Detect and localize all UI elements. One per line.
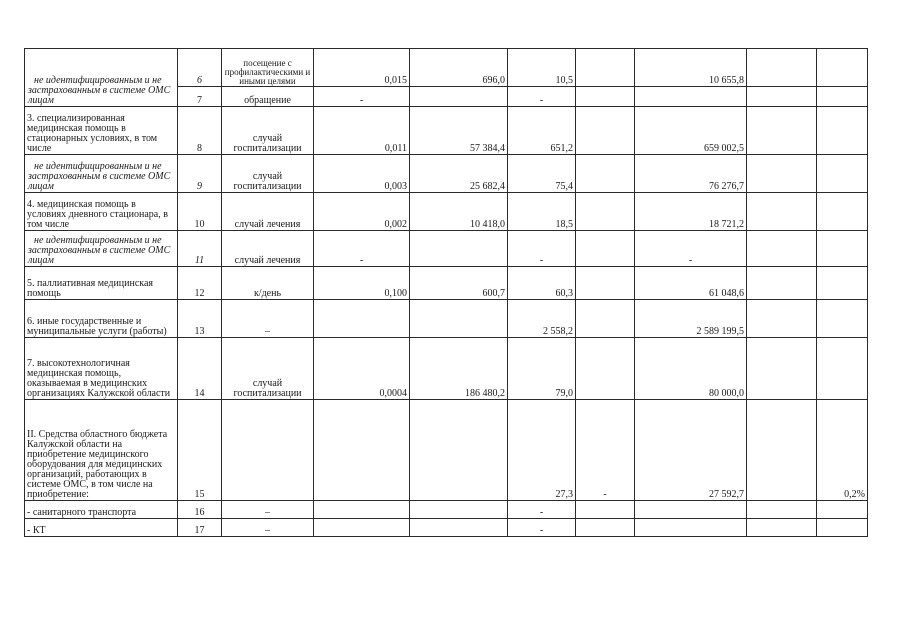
cell-c7 (817, 267, 868, 300)
cell-c5: 10 655,8 (635, 49, 747, 87)
table-row (25, 338, 868, 400)
cell-c6 (747, 519, 817, 537)
row-unit: – (222, 519, 314, 537)
cell-c4 (576, 338, 635, 400)
table-row (25, 155, 868, 193)
cell-c3: 75,4 (508, 155, 576, 193)
cell-c3: - (508, 231, 576, 267)
cell-c7 (817, 49, 868, 87)
cell-c6 (747, 300, 817, 338)
row-name (25, 155, 178, 193)
cell-c2: 57 384,4 (410, 107, 508, 155)
cell-c1: 0,003 (314, 155, 410, 193)
cell-c2 (410, 300, 508, 338)
row-name: 3. специализированная медицинская помощь в стационарных условиях, в том числе (25, 107, 178, 155)
row-unit (222, 400, 314, 501)
cell-c2: 600,7 (410, 267, 508, 300)
row-unit: – (222, 300, 314, 338)
cell-c7 (817, 87, 868, 107)
cell-c4 (576, 300, 635, 338)
row-unit: случай госпитализации (222, 338, 314, 400)
cell-c3: 79,0 (508, 338, 576, 400)
cell-c4 (576, 501, 635, 519)
table-row (25, 501, 868, 519)
row-name: 4. медицинская помощь в условиях дневного стационара, в том числе (25, 193, 178, 231)
row-name: II. Средства областного бюджета Калужской области на приобретение медицинского оборудования для медицинских организаций, работающих в системе ОМС, в том числе на приобретение: (25, 400, 178, 501)
cell-c1 (314, 501, 410, 519)
cell-c6 (747, 231, 817, 267)
row-number: 10 (178, 193, 222, 231)
row-number: 12 (178, 267, 222, 300)
cell-c3: - (508, 519, 576, 537)
cell-c3: 10,5 (508, 49, 576, 87)
cell-c7 (817, 501, 868, 519)
cell-c4 (576, 49, 635, 87)
row-name-text: не идентифицированным и не застрахованным в системе ОМС лицам (28, 235, 171, 266)
cell-c5: 80 000,0 (635, 338, 747, 400)
cell-c7 (817, 107, 868, 155)
cell-c6 (747, 338, 817, 400)
row-unit: случай госпитализации (222, 107, 314, 155)
cell-c3: 27,3 (508, 400, 576, 501)
row-number: 13 (178, 300, 222, 338)
cell-c7 (817, 193, 868, 231)
row-unit: случай лечения (222, 231, 314, 267)
cell-c6 (747, 155, 817, 193)
cell-c6 (747, 267, 817, 300)
cell-c6 (747, 400, 817, 501)
cell-c7: 0,2% (817, 400, 868, 501)
cell-c5: 61 048,6 (635, 267, 747, 300)
cell-c5: 659 002,5 (635, 107, 747, 155)
row-name-text: не идентифицированным и не застрахованным в системе ОМС лицам (28, 161, 171, 192)
cell-c4 (576, 107, 635, 155)
row-number: 17 (178, 519, 222, 537)
table-row (25, 400, 868, 501)
cell-c2: 10 418,0 (410, 193, 508, 231)
cell-c2 (410, 400, 508, 501)
row-number: 15 (178, 400, 222, 501)
cell-c3: - (508, 87, 576, 107)
cell-c4 (576, 267, 635, 300)
cell-c6 (747, 87, 817, 107)
cell-c5: 76 276,7 (635, 155, 747, 193)
cell-c6 (747, 49, 817, 87)
row-number: 6 (178, 49, 222, 87)
cell-c5: 18 721,2 (635, 193, 747, 231)
cell-c1: - (314, 231, 410, 267)
cell-c2 (410, 87, 508, 107)
row-number: 9 (178, 155, 222, 193)
cell-c3: - (508, 501, 576, 519)
cell-c1: 0,011 (314, 107, 410, 155)
row-number: 7 (178, 87, 222, 107)
cell-c6 (747, 501, 817, 519)
cell-c2 (410, 519, 508, 537)
cell-c2 (410, 501, 508, 519)
row-unit: – (222, 501, 314, 519)
cell-c5 (635, 501, 747, 519)
row-name: - санитарного транспорта (25, 501, 178, 519)
cell-c1 (314, 519, 410, 537)
row-name: 6. иные государственные и муниципальные услуги (работы) (25, 300, 178, 338)
table-row (25, 519, 868, 537)
table-row (25, 267, 868, 300)
row-unit: к/день (222, 267, 314, 300)
cell-c4 (576, 519, 635, 537)
cell-c7 (817, 231, 868, 267)
cell-c4 (576, 193, 635, 231)
cell-c2: 696,0 (410, 49, 508, 87)
cell-c6 (747, 107, 817, 155)
row-number: 11 (178, 231, 222, 267)
cell-c1 (314, 300, 410, 338)
row-name-text: не идентифицированным и не застрахованным в системе ОМС лицам (28, 75, 171, 106)
row-unit: случай госпитализации (222, 155, 314, 193)
cell-c1: 0,0004 (314, 338, 410, 400)
cell-c2: 186 480,2 (410, 338, 508, 400)
cell-c5 (635, 87, 747, 107)
cell-c2 (410, 231, 508, 267)
cell-c5: - (635, 231, 747, 267)
table-row (25, 107, 868, 155)
row-number: 16 (178, 501, 222, 519)
cell-c5 (635, 519, 747, 537)
cell-c1: 0,002 (314, 193, 410, 231)
table-row (25, 231, 868, 267)
cell-c1 (314, 400, 410, 501)
cell-c1: - (314, 87, 410, 107)
cell-c6 (747, 193, 817, 231)
row-number: 8 (178, 107, 222, 155)
cell-c7 (817, 155, 868, 193)
cell-c2: 25 682,4 (410, 155, 508, 193)
cell-c5: 27 592,7 (635, 400, 747, 501)
cell-c7 (817, 519, 868, 537)
cell-c3: 2 558,2 (508, 300, 576, 338)
cell-c7 (817, 300, 868, 338)
table-row (25, 49, 868, 87)
cell-c4: - (576, 400, 635, 501)
row-name (25, 231, 178, 267)
row-name: - КТ (25, 519, 178, 537)
cell-c3: 60,3 (508, 267, 576, 300)
row-name: 7. высокотехнологичная медицинская помощь, оказываемая в медицинских организациях Калужской области (25, 338, 178, 400)
table-body (25, 49, 868, 537)
cell-c1: 0,015 (314, 49, 410, 87)
row-name (25, 49, 178, 107)
cell-c4 (576, 87, 635, 107)
table-row (25, 300, 868, 338)
cell-c5: 2 589 199,5 (635, 300, 747, 338)
table-row (25, 193, 868, 231)
cell-c1: 0,100 (314, 267, 410, 300)
cell-c7 (817, 338, 868, 400)
row-name: 5. паллиативная медицинская помощь (25, 267, 178, 300)
cell-c3: 18,5 (508, 193, 576, 231)
row-unit: посещение с профилактическими и иными целями (222, 49, 314, 87)
cell-c4 (576, 231, 635, 267)
cell-c4 (576, 155, 635, 193)
row-number: 14 (178, 338, 222, 400)
cell-c3: 651,2 (508, 107, 576, 155)
row-unit: случай лечения (222, 193, 314, 231)
financing-table (24, 48, 868, 537)
row-unit: обращение (222, 87, 314, 107)
